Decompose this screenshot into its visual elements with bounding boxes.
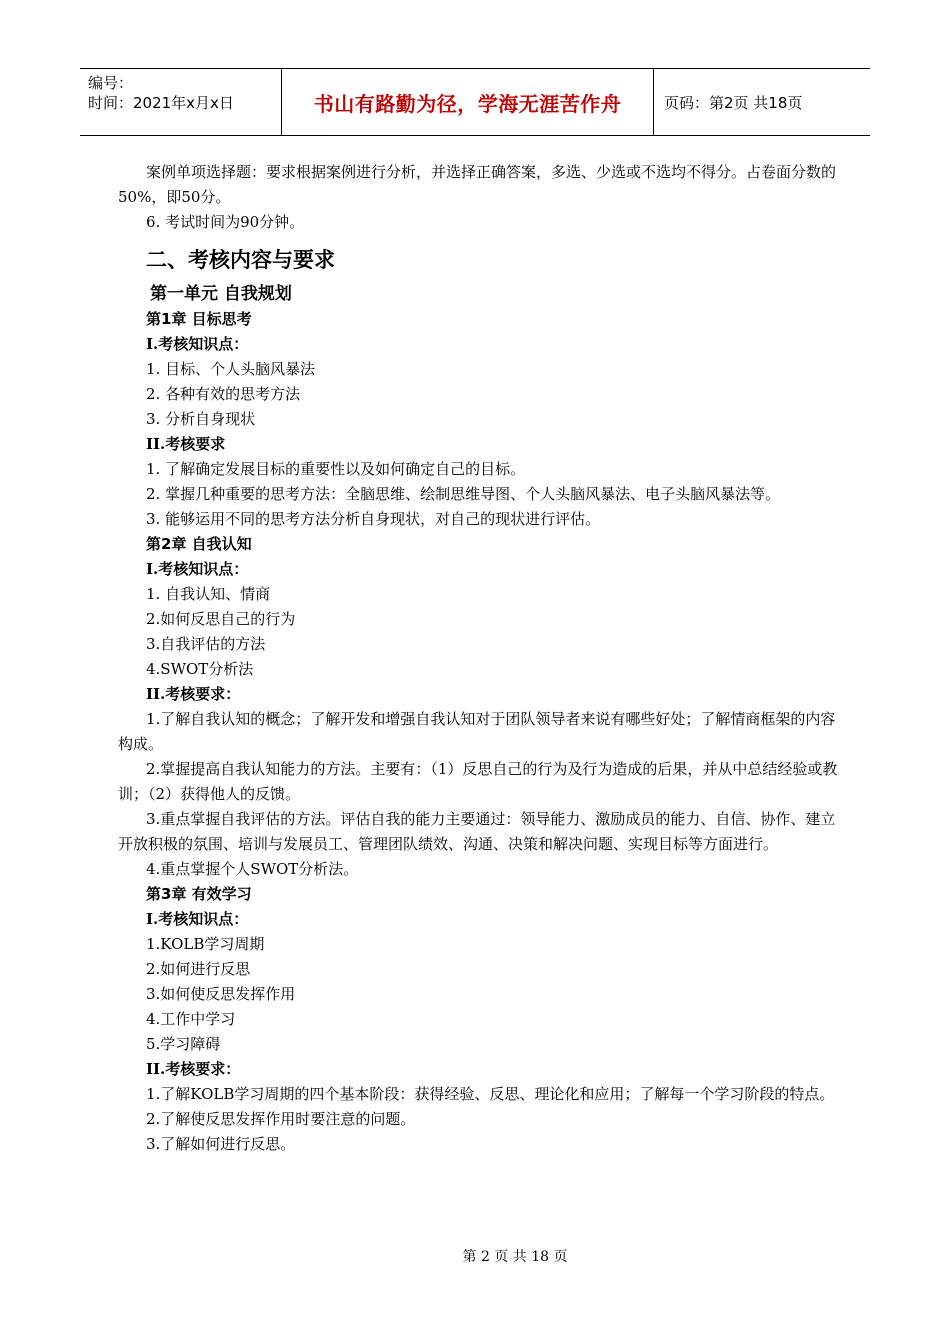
list-item: 2.如何反思自己的行为	[146, 610, 296, 628]
requirements-title: II.考核要求：	[146, 1060, 241, 1078]
list-item: 3.如何使反思发挥作用	[146, 985, 296, 1003]
list-item: 1.KOLB学习周期	[146, 935, 265, 953]
chapter-title: 第3章 有效学习	[146, 885, 252, 903]
requirements-title: II.考核要求	[146, 435, 226, 453]
list-item: 4.工作中学习	[146, 1010, 236, 1028]
list-item: 2. 各种有效的思考方法	[146, 385, 301, 403]
document-body	[118, 160, 838, 1157]
list-item: 1. 自我认知、情商	[146, 585, 271, 603]
header-motto: 书山有路勤为径，学海无涯苦作舟	[282, 69, 654, 135]
requirement-item: 1. 了解确定发展目标的重要性以及如何确定自己的目标。	[146, 460, 526, 478]
header-page-info: 页码：第2页 共18页	[664, 93, 803, 112]
points-title: I.考核知识点：	[146, 335, 249, 353]
chapter-title: 第2章 自我认知	[146, 535, 252, 553]
page-header	[80, 68, 870, 136]
chapter-title: 第1章 目标思考	[146, 310, 252, 328]
requirements-title: II.考核要求：	[146, 685, 241, 703]
list-item: 3. 分析自身现状	[146, 410, 256, 428]
number-label: 编号：	[88, 74, 134, 92]
list-item: 3.自我评估的方法	[146, 635, 266, 653]
section-title: 二、考核内容与要求	[146, 248, 335, 272]
intro-paragraph: 案例单项选择题：要求根据案例进行分析，并选择正确答案，多选、少选或不选均不得分。占卷面分数的50%，即50分。	[118, 163, 837, 206]
requirement-item: 3. 能够运用不同的思考方法分析自身现状，对自己的现状进行评估。	[146, 510, 601, 528]
points-title: I.考核知识点：	[146, 910, 249, 928]
requirement-item: 1.了解KOLB学习周期的四个基本阶段：获得经验、反思、理论化和应用；了解每一个学习阶段的特点。	[146, 1085, 835, 1103]
header-meta	[80, 69, 282, 135]
requirement-item: 3.了解如何进行反思。	[146, 1135, 296, 1153]
time-label: 时间：2021年x月x日	[88, 94, 234, 112]
requirement-item: 2.掌握提高自我认知能力的方法。主要有：（1）反思自己的行为及行为造成的后果，并从中总结经验或教训；（2）获得他人的反馈。	[118, 760, 838, 803]
list-item: 2.如何进行反思	[146, 960, 251, 978]
points-title: I.考核知识点：	[146, 560, 249, 578]
list-item: 1. 目标、个人头脑风暴法	[146, 360, 316, 378]
list-item: 4.SWOT分析法	[146, 660, 254, 678]
requirement-item: 2.了解使反思发挥作用时要注意的问题。	[146, 1110, 416, 1128]
unit-title: 第一单元 自我规划	[150, 284, 292, 304]
intro-paragraph: 6. 考试时间为90分钟。	[146, 213, 305, 231]
list-item: 5.学习障碍	[146, 1035, 221, 1053]
page-footer: 第 2 页 共 18 页	[462, 1249, 568, 1265]
requirement-item: 2. 掌握几种重要的思考方法：全脑思维、绘制思维导图、个人头脑风暴法、电子头脑风暴法等。	[146, 485, 781, 503]
requirement-item: 1.了解自我认知的概念；了解开发和增强自我认知对于团队领导者来说有哪些好处；了解情商框架的内容构成。	[118, 710, 836, 753]
requirement-item: 3.重点掌握自我评估的方法。评估自我的能力主要通过：领导能力、激励成员的能力、自信、协作、建立开放积极的氛围、培训与发展员工、管理团队绩效、沟通、决策和解决问题、实现目标等方面进行。	[118, 810, 836, 853]
requirement-item: 4.重点掌握个人SWOT分析法。	[146, 860, 359, 878]
